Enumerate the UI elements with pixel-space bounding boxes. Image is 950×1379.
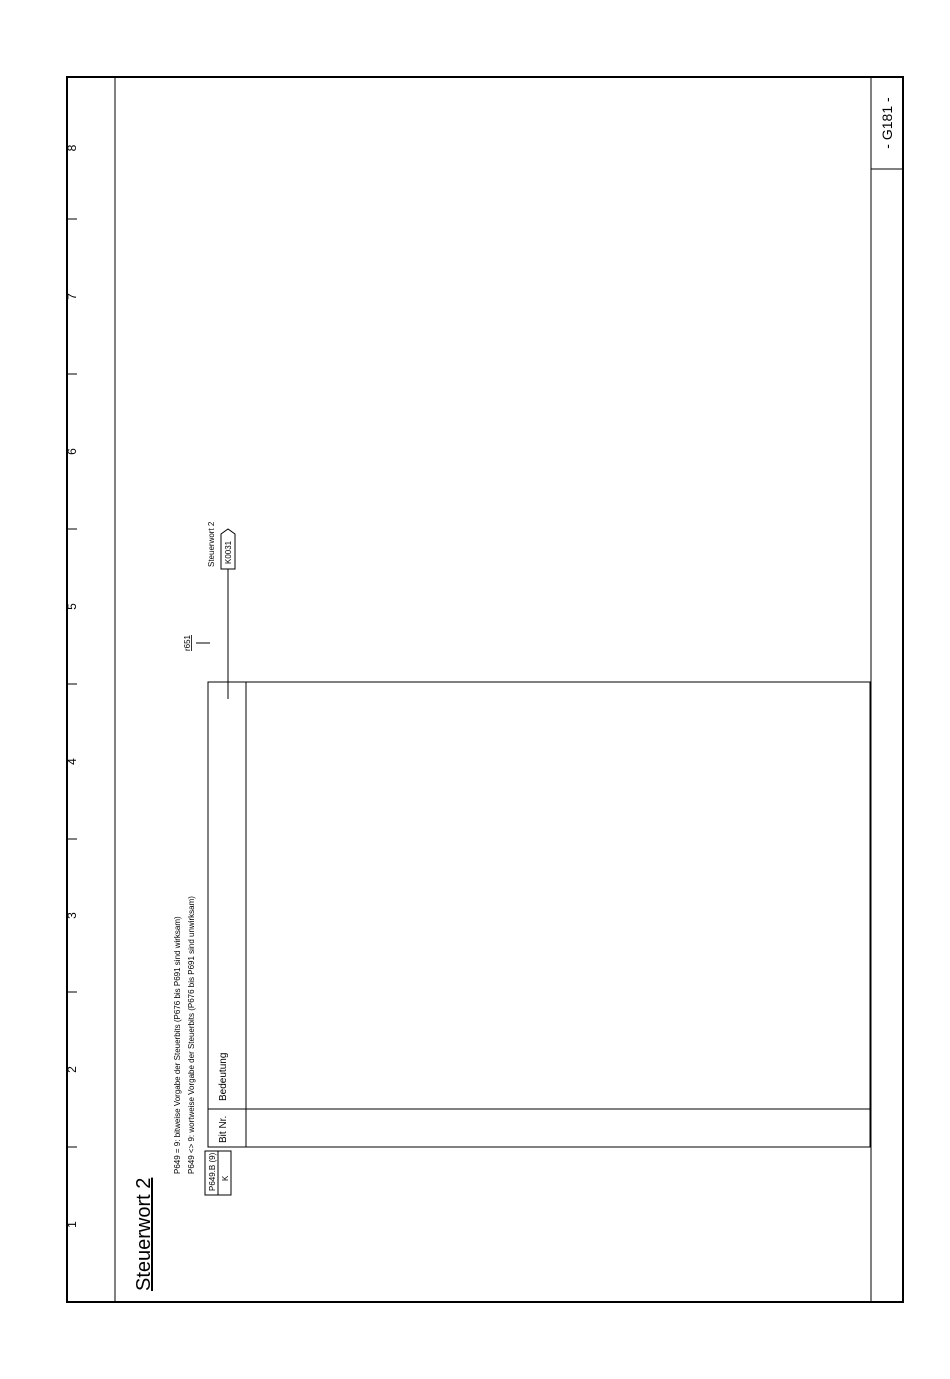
selector-param: P649.B (9) xyxy=(208,1152,217,1191)
note-line1: P649 = 9: bitweise Vorgabe der Steuerbits (P676 bis P691 sind wirksam) xyxy=(173,916,182,1174)
selector-type: K xyxy=(221,1175,230,1181)
column-number: 5 xyxy=(65,603,79,610)
control-word-table xyxy=(208,682,870,1147)
output-word xyxy=(183,521,235,699)
column-number: 2 xyxy=(65,1066,79,1073)
r651-label: r651 xyxy=(183,634,192,651)
connector-k0031: K0031 xyxy=(224,540,233,564)
column-number: 7 xyxy=(65,293,79,300)
column-number: 6 xyxy=(65,448,79,455)
column-number: 8 xyxy=(65,144,79,152)
sheet-id: - G181 - xyxy=(879,97,895,149)
column-number: 3 xyxy=(65,912,79,919)
note-line2: P649 <> 9: wortweise Vorgabe der Steuerbits (P676 bis P691 sind unwirksam) xyxy=(187,896,196,1174)
word-label: Steuerwort 2 xyxy=(207,521,216,567)
selector-p649 xyxy=(205,1151,231,1195)
column-number: 4 xyxy=(65,758,79,765)
table-border xyxy=(208,682,870,1147)
table-header-meaning: Bedeutung xyxy=(218,1052,229,1101)
page-title: Steuerwort 2 xyxy=(133,1177,155,1291)
column-number: 1 xyxy=(65,1221,79,1228)
table-header-bit: Bit Nr. xyxy=(218,1115,229,1143)
